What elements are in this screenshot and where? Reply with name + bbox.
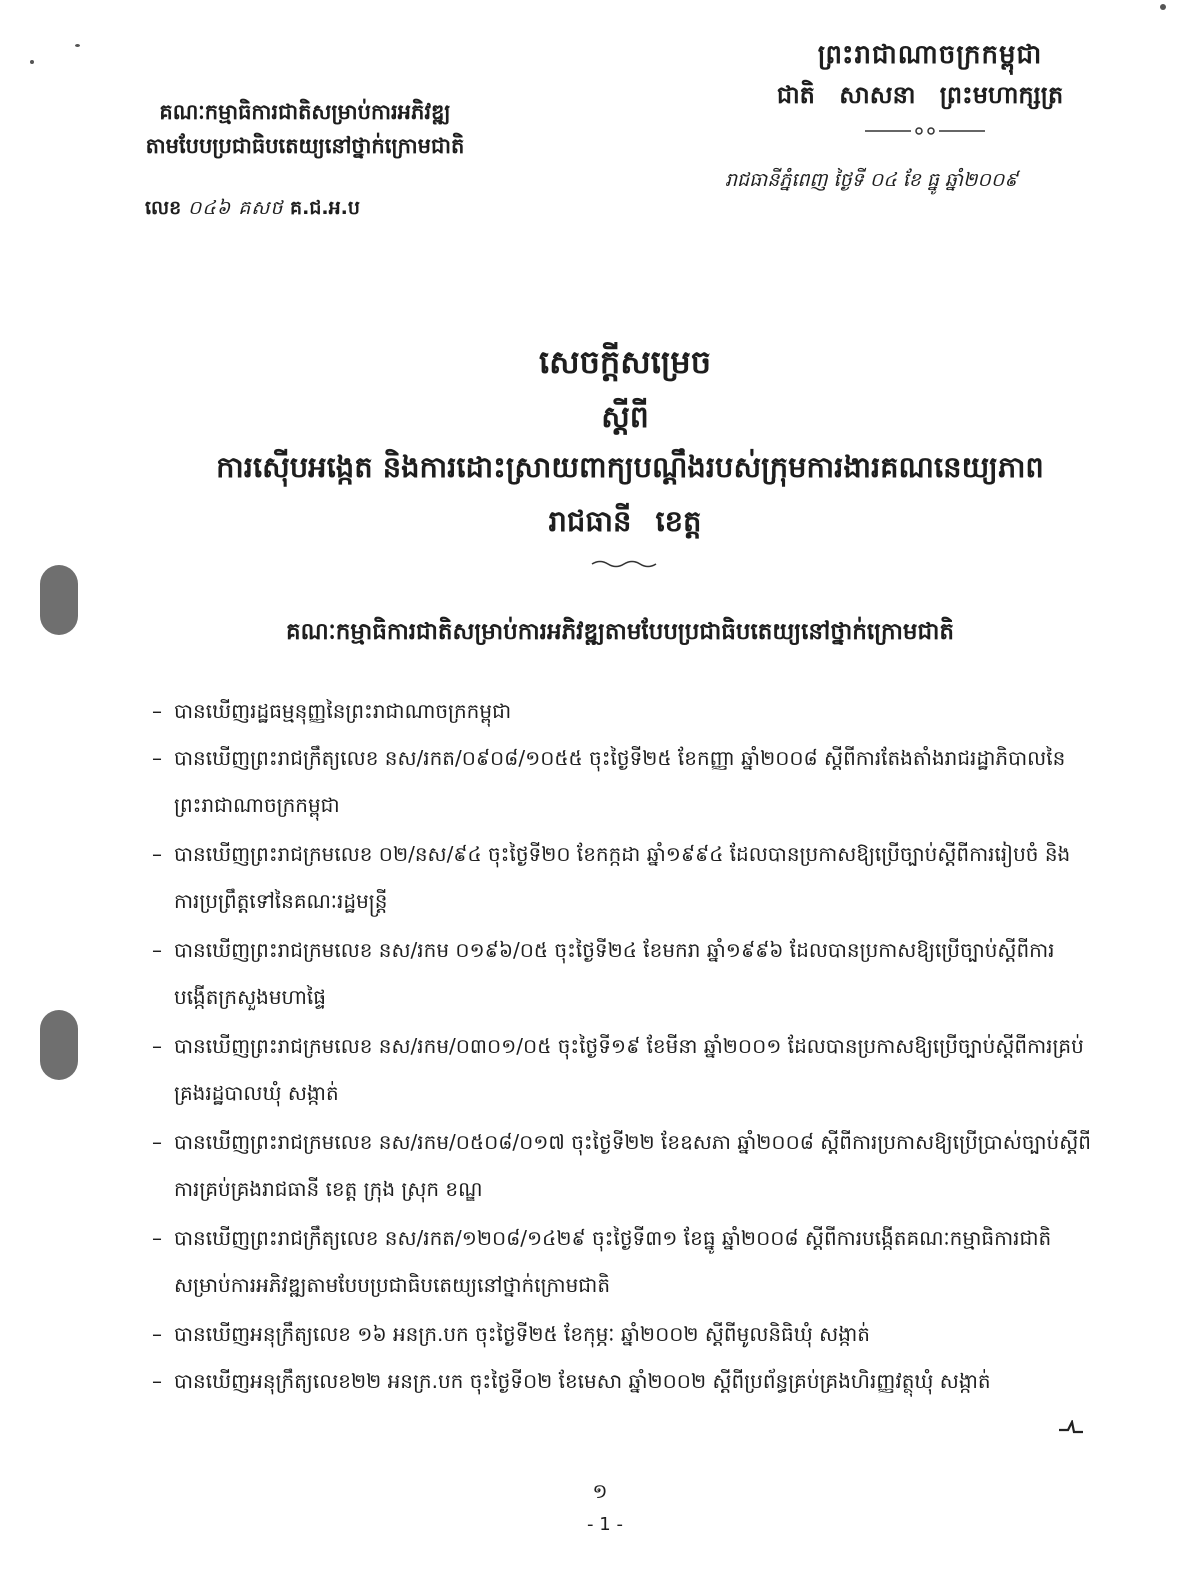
reference-clauses	[152, 688, 1092, 1405]
document-number	[145, 196, 505, 224]
issuing-committee: គណៈកម្មាធិការជាតិសម្រាប់ការអភិវឌ្ឍតាមបែបប្រជាធិបតេយ្យនៅថ្នាក់ក្រោមជាតិ	[286, 619, 954, 645]
section-divider-icon	[590, 558, 658, 570]
clause-item: – បានឃើញព្រះរាជក្រឹត្យលេខ នស/រកត/០៩០៨/១០៥៥ ចុះថ្ងៃទី២៥ ខែកញ្ញា ឆ្នាំ២០០៨ ស្តីពីការតែងតាំងរាជរដ្ឋាភិបាលនៃព្រះរាជាណាចក្រកម្ពុជា	[152, 735, 1092, 829]
page-number: - 1 -	[587, 1514, 623, 1535]
kingdom-name: ព្រះរាជាណាចក្រកម្ពុជា	[817, 40, 1043, 70]
scan-speck	[75, 44, 80, 47]
clause-item: – បានឃើញព្រះរាជក្រឹត្យលេខ នស/រកត/១២០៨/១៤២៩ ចុះថ្ងៃទី៣១ ខែធ្នូ ឆ្នាំ២០០៨ ស្តីពីការបង្កើតគណៈកម្មាធិការជាតិសម្រាប់ការអភិវឌ្ឍតាមបែបប្រជាធិបតេយ្យនៅថ្នាក់ក្រោមជាតិ	[152, 1215, 1092, 1309]
committee-header-line-2: តាមបែបប្រជាធិបតេយ្យនៅថ្នាក់ក្រោមជាតិ	[145, 134, 465, 158]
clause-item: – បានឃើញព្រះរាជក្រមលេខ នស/រកម/០៥០៨/០១៧ ចុះថ្ងៃទី២២ ខែឧសភា ឆ្នាំ២០០៨ ស្តីពីការប្រកាសឱ្យប្រើប្រាស់ច្បាប់ស្តីពីការគ្រប់គ្រងរាជធានី ខេត្ត ក្រុង ស្រុក ខណ្ឌ	[152, 1119, 1092, 1213]
scan-speck	[30, 60, 34, 64]
document-number-label: លេខ	[145, 197, 182, 219]
decision-title: សេចក្តីសម្រេច	[538, 343, 712, 381]
decision-subtitle: ស្តីពី	[601, 400, 649, 435]
date-line: រាជធានីភ្នំពេញ ថ្ងៃទី ០៤ ខែ ធ្នូ ឆ្នាំ២០០៩	[725, 169, 1018, 191]
page-number-khmer: ១	[592, 1479, 608, 1503]
ornament-divider-icon	[865, 125, 985, 137]
decision-scope: រាជធានី ខេត្ត	[548, 504, 702, 538]
initial-mark-icon	[1058, 1420, 1084, 1434]
decision-subject: ការស៊ើបអង្កេត និងការដោះស្រាយពាក្យបណ្តឹងរបស់ក្រុមការងារគណនេយ្យភាព	[216, 450, 1044, 484]
committee-header-line-1: គណៈកម្មាធិការជាតិសម្រាប់ការអភិវឌ្ឍ	[159, 100, 451, 124]
document-number-handwritten: ០៤៦ គសថ	[187, 197, 284, 219]
clause-item: – បានឃើញអនុក្រឹត្យលេខ២២ អនក្រ.បក ចុះថ្ងៃទី០២ ខែមេសា ឆ្នាំ២០០២ ស្តីពីប្រព័ន្ធគ្រប់គ្រងហិរញ្ញវត្ថុឃុំ សង្កាត់	[152, 1358, 1092, 1405]
committee-header	[95, 95, 515, 163]
clause-item: – បានឃើញរដ្ឋធម្មនុញ្ញនៃព្រះរាជាណាចក្រកម្ពុជា	[152, 688, 1092, 735]
clause-item: – បានឃើញព្រះរាជក្រមលេខ នស/រកម ០១៩៦/០៥ ចុះថ្ងៃទី២៤ ខែមករា ឆ្នាំ១៩៩៦ ដែលបានប្រកាសឱ្យប្រើច្បាប់ស្តីពីការបង្កើតក្រសួងមហាផ្ទៃ	[152, 927, 1092, 1021]
clause-item: – បានឃើញអនុក្រឹត្យលេខ ១៦ អនក្រ.បក ចុះថ្ងៃទី២៥ ខែកុម្ភៈ ឆ្នាំ២០០២ ស្តីពីមូលនិធិឃុំ សង្កាត់	[152, 1311, 1092, 1358]
clause-item: – បានឃើញព្រះរាជក្រមលេខ នស/រកម/០៣០១/០៥ ចុះថ្ងៃទី១៩ ខែមីនា ឆ្នាំ២០០១ ដែលបានប្រកាសឱ្យប្រើច្បាប់ស្តីពីការគ្រប់គ្រងរដ្ឋបាលឃុំ សង្កាត់	[152, 1023, 1092, 1117]
national-motto: ជាតិ សាសនា ព្រះមហាក្សត្រ	[776, 81, 1064, 109]
punch-hole	[40, 1010, 78, 1080]
scan-speck	[1160, 4, 1166, 10]
document-number-suffix: គ.ជ.អ.ប	[290, 197, 360, 219]
clause-item: – បានឃើញព្រះរាជក្រមលេខ ០២/នស/៩៤ ចុះថ្ងៃទី២០ ខែកក្កដា ឆ្នាំ១៩៩៤ ដែលបានប្រកាសឱ្យប្រើច្បាប់ស្តីពីការរៀបចំ និងការប្រព្រឹត្តទៅនៃគណៈរដ្ឋមន្ត្រី	[152, 831, 1092, 925]
punch-hole	[40, 565, 78, 635]
